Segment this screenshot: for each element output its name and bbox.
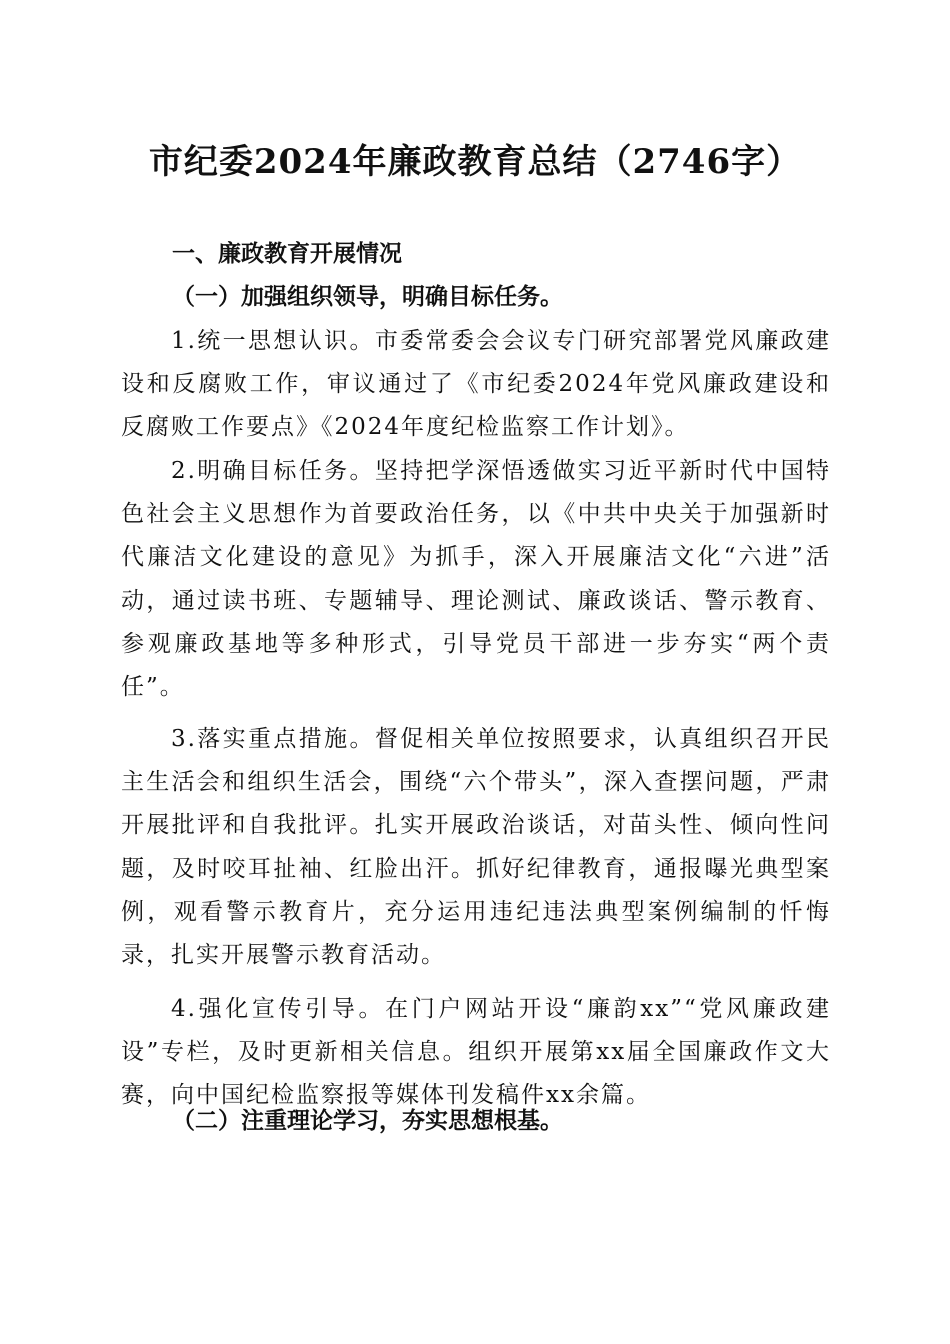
paragraph-3: 3.落实重点措施。督促相关单位按照要求，认真组织召开民主生活会和组织生活会，围绕“六个带头”，深入查摆问题，严肃开展批评和自我批评。扎实开展政治谈话，对苗头性、倾向性问题，及时咬耳扯袖、红脸出汗。抓好纪律教育，通报曝光典型案例，观看警示教育片，充分运用违纪违法典型案例编制的忏悔录，扎实开展警示教育活动。	[121, 726, 831, 969]
subsection-heading: （二）注重理论学习，夯实思想根基。	[172, 1107, 563, 1134]
paragraph-2: 2.明确目标任务。坚持把学深悟透做实习近平新时代中国特色社会主义思想作为首要政治任务，以《中共中央关于加强新时代廉洁文化建设的意见》为抓手，深入开展廉洁文化“六进”活动，通过读书班、专题辅导、理论测试、廉政谈话、警示教育、参观廉政基地等多种形式，引导党员干部进一步夯实“两个责任”。	[121, 458, 831, 701]
paragraph-1: 1.统一思想认识。市委常委会会议专门研究部署党风廉政建设和反腐败工作，审议通过了《市纪委2024年党风廉政建设和反腐败工作要点》《2024年度纪检监察工作计划》。	[121, 328, 831, 441]
subsection-heading: （一）加强组织领导，明确目标任务。	[172, 283, 563, 310]
paragraph-4: 4.强化宣传引导。在门户网站开设“廉韵xx”“党风廉政建设”专栏，及时更新相关信息。组织开展第xx届全国廉政作文大赛，向中国纪检监察报等媒体刊发稿件xx余篇。	[121, 996, 831, 1109]
document-title: 市纪委2024年廉政教育总结（2746字）	[148, 142, 802, 182]
section-heading: 一、廉政教育开展情况	[172, 241, 402, 267]
